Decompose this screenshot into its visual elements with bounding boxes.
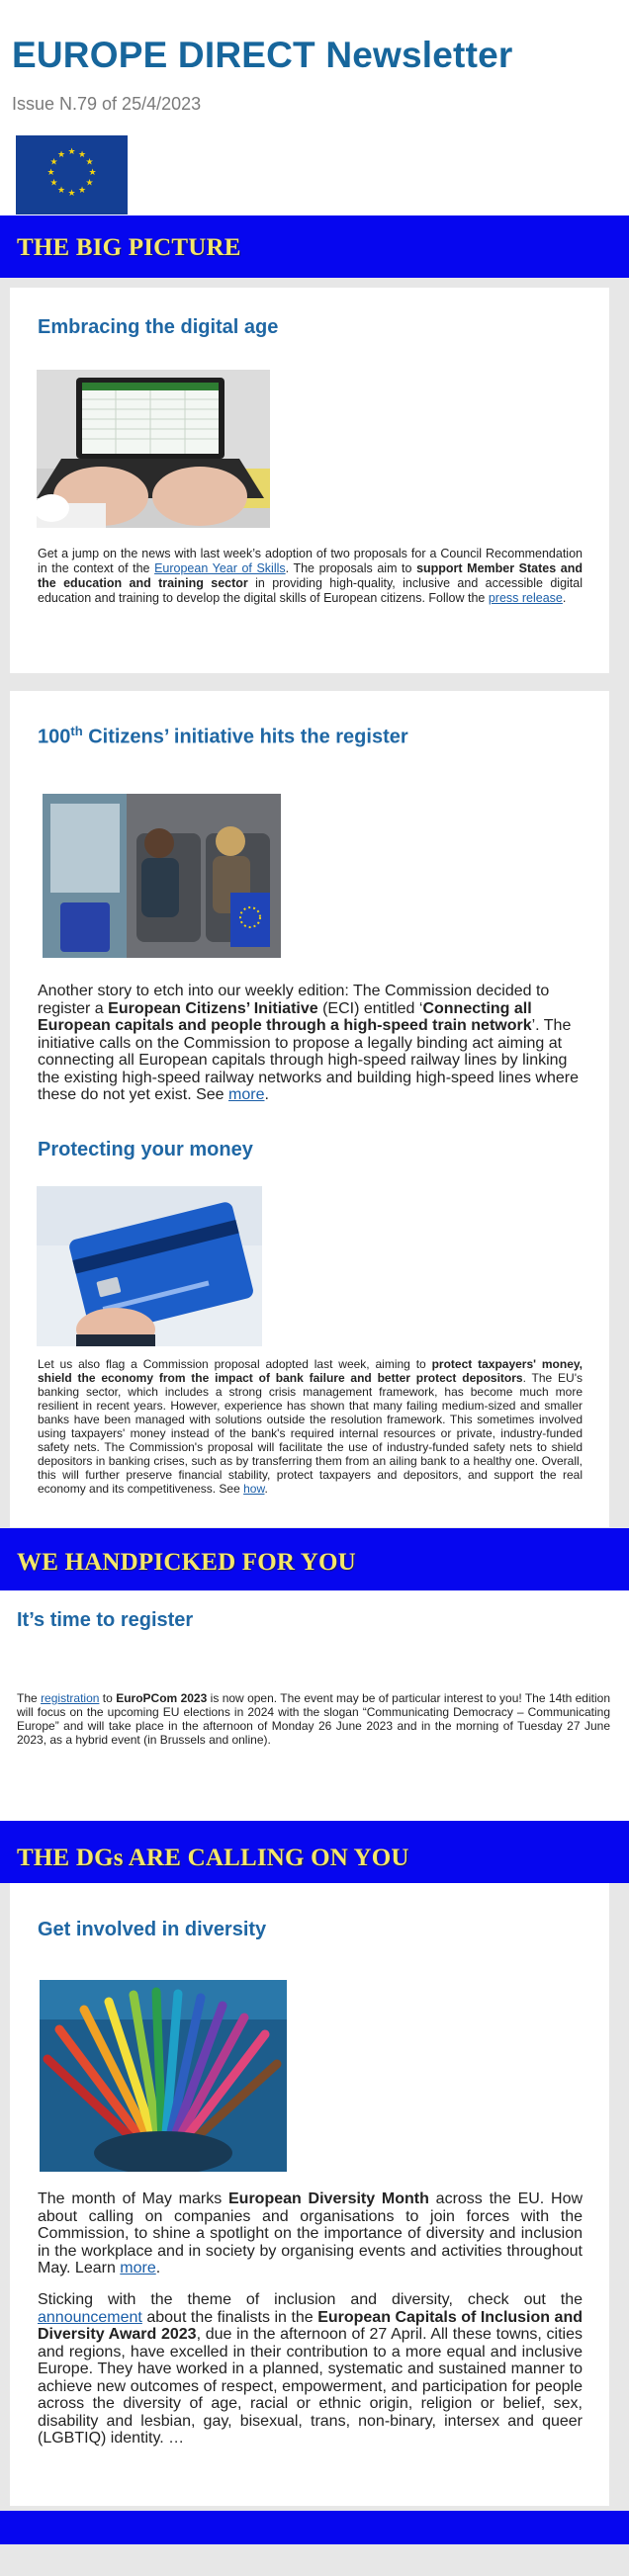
article-text: The month of May marks European Diversity Month across the EU. How about calling on companies and organisations to join forces with the Commission, to shine a spotlight on the importance of diversity and inclusion in the workplace and in society by organising events and activities throughout May. Learn more. — [38, 2190, 584, 2276]
svg-text:★: ★ — [49, 157, 58, 168]
train-passengers-photo — [43, 794, 281, 958]
newsletter-title: EUROPE DIRECT Newsletter — [12, 35, 513, 75]
svg-text:★: ★ — [85, 178, 94, 189]
article-text: The registration to EuroPCom 2023 is now open. The event may be of particular interest to you! The 14th edition will focus on the upcoming EU elections in 2024 with the slogan “Communicating Democracy – Communicating Europe” and will take place in the afternoon of Monday 26 June 2023 and in the morning of Tuesday 27 June 2023, as a hybrid event (in Brussels and online). — [17, 1691, 610, 1747]
article-heading: Embracing the digital age — [38, 316, 279, 338]
svg-text:★: ★ — [77, 186, 87, 196]
article-text: Another story to etch into our weekly edition: The Commission decided to register a European Citizens’ Initiative (ECI) entitled ‘Connecting all European capitals and people through a high-speed train network’. The initiative calls on the Commission to propose a legally binding act aiming at connecting all European capitals through high-speed railway lines by linking the existing high-speed railway networks and building high-speed lines where these do not yet exist. See more. — [38, 983, 579, 1103]
section-band-big-picture — [0, 215, 629, 278]
article-card-digital — [10, 288, 609, 673]
svg-text:★: ★ — [77, 150, 87, 160]
svg-text:★: ★ — [67, 189, 76, 199]
article-card-citizens — [10, 691, 609, 1527]
bank-card-photo — [37, 1186, 262, 1346]
svg-text:★: ★ — [46, 168, 55, 178]
dgs-section — [0, 1883, 629, 2511]
article-text: Let us also flag a Commission proposal adopted last week, aiming to protect taxpayers' money, shield the economy from the impact of bank failure and better protect depositors. The EU's banking sector, which includes a strong crisis management framework, has become much more resilient in recent years. However, experience has shown that many failing medium-sized and smaller banks have been managed with solutions outside the resolution framework. This sometimes involved using taxpayers' money instead of the bank's required internal resources or private, industry-funded safety nets. The Commission's proposal will facilitate the use of industry-funded safety nets to shield depositors in banking crises, such as by transferring them from an ailing bank to a healthy one. Overall, this will further preserve financial stability, protect taxpayers and depositors, and support the real economy and its competitiveness. See how. — [38, 1357, 583, 1496]
announcement-link[interactable]: announcement — [38, 2308, 142, 2326]
section-band-dgs — [0, 1821, 629, 1883]
citizens-initiative-more-link[interactable]: more — [228, 1086, 265, 1103]
colored-pencils-photo — [40, 1980, 287, 2172]
press-release-link[interactable]: press release — [488, 591, 563, 605]
section-title: WE HANDPICKED FOR YOU — [17, 1549, 356, 1576]
article-text: Get a jump on the news with last week’s adoption of two proposals for a Council Recommendation in the context of the European Year of Skills. The proposals aim to support Member States and the education and training sector in providing high-quality, inclusive and accessible digital education and training to develop the digital skills of European citizens. Follow the press release. — [38, 547, 583, 605]
svg-text:★: ★ — [88, 168, 97, 178]
svg-text:★: ★ — [67, 147, 76, 157]
section-band-footer — [0, 2511, 629, 2544]
section-title: THE BIG PICTURE — [17, 234, 241, 261]
big-picture-section — [0, 278, 629, 1528]
footer-spacer — [0, 2544, 629, 2576]
article-card-diversity — [10, 1883, 609, 2506]
article-heading: Get involved in diversity — [38, 1919, 267, 1940]
svg-text:★: ★ — [49, 178, 58, 189]
european-year-of-skills-link[interactable]: European Year of Skills — [154, 561, 286, 575]
registration-link[interactable]: registration — [41, 1691, 100, 1705]
article-text: Sticking with the theme of inclusion and diversity, check out the announcement about the finalists in the European Capitals of Inclusion and Diversity Award 2023, due in the afternoon of 27 April. All these towns, cities and regions, have excelled in their contribution to a more equal and inclusive Europe. They have worked in a planned, systematic and sustained manner to achieve new outcomes of respect, empowerment, and participation for people across the diversity of age, racial or ethnic origin, religion or belief, sex, disability and lesbian, gay, bisexual, trans, non-binary, intersex and queer (LGBTIQ) identity. … — [38, 2291, 583, 2447]
section-band-handpicked — [0, 1528, 629, 1590]
eu-flag-icon — [16, 135, 128, 215]
issue-number: Issue N.79 of 25/4/2023 — [12, 94, 202, 114]
section-title: THE DGs ARE CALLING ON YOU — [17, 1845, 409, 1871]
article-heading: Protecting your money — [38, 1139, 253, 1160]
laptop-photo — [37, 370, 270, 528]
article-heading: It’s time to register — [17, 1609, 194, 1631]
svg-text:★: ★ — [56, 150, 66, 160]
bank-proposal-how-link[interactable]: how — [243, 1482, 265, 1496]
article-heading: 100th Citizens’ initiative hits the register — [38, 724, 408, 748]
svg-text:★: ★ — [85, 157, 94, 168]
svg-text:★: ★ — [56, 186, 66, 196]
newsletter-header — [0, 0, 629, 215]
diversity-month-more-link[interactable]: more — [120, 2260, 156, 2276]
handpicked-section — [0, 1590, 629, 1821]
